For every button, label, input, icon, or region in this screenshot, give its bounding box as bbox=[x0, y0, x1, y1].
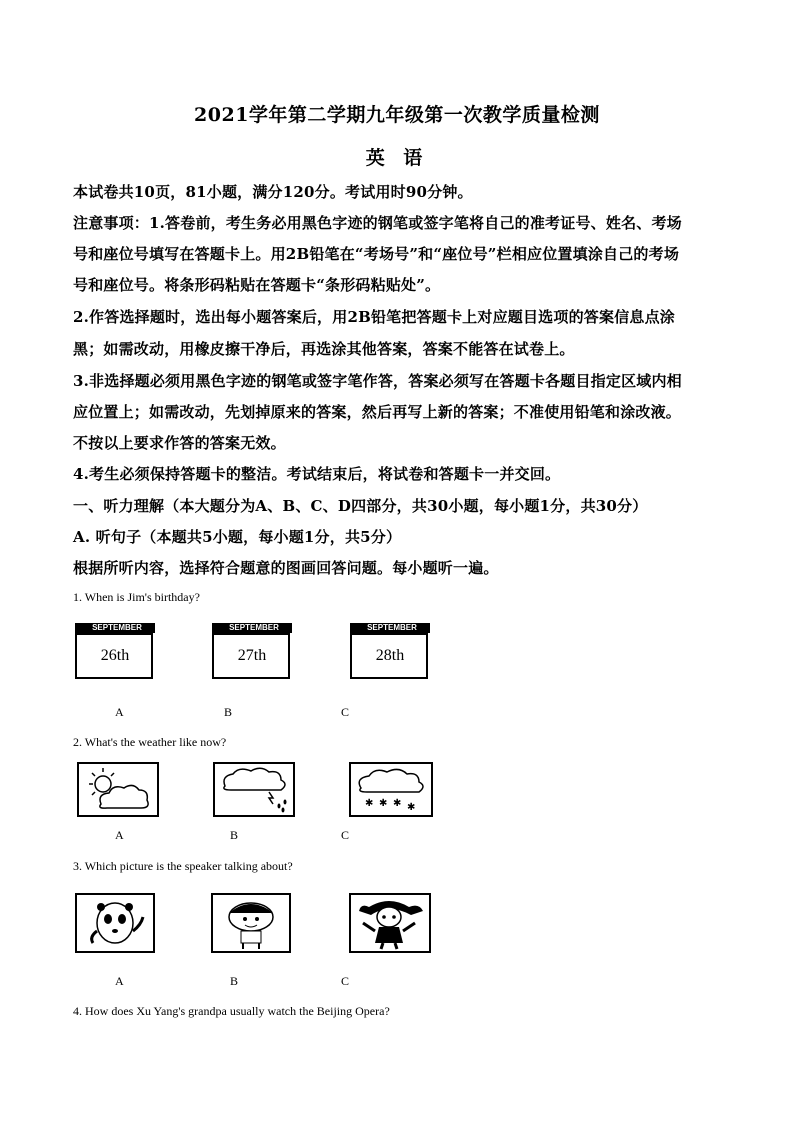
svg-text:✱: ✱ bbox=[365, 798, 374, 809]
calendar-clip-icon bbox=[350, 623, 358, 633]
exam-title: 2021学年第二学期九年级第一次教学质量检测 bbox=[194, 104, 600, 126]
rain-cloud-icon bbox=[213, 762, 295, 817]
calendar-date: 27th bbox=[237, 647, 267, 664]
instruction-line: 注意事项：1.答卷前，考生务必用黑色字迹的钢笔或签字笔将自己的准考证号、姓名、考场 bbox=[73, 214, 682, 232]
instruction-line: 号和座位号。将条形码粘贴在答题卡“条形码粘贴处”。 bbox=[73, 276, 441, 294]
svg-text:✱: ✱ bbox=[393, 798, 402, 809]
option-label-b: B bbox=[230, 828, 239, 842]
instruction-line: 不按以上要求作答的答案无效。 bbox=[73, 434, 286, 452]
calendar-date: 28th bbox=[375, 647, 405, 664]
option-label-c: C bbox=[341, 974, 350, 988]
svg-text:✱: ✱ bbox=[379, 798, 388, 809]
section-heading: 一、听力理解（本大题分为A、B、C、D四部分，共30小题，每小题1分，共30分） bbox=[73, 497, 648, 515]
instruction-line: 黑；如需改动，用橡皮擦干净后，再选涂其他答案，答案不能答在试卷上。 bbox=[73, 340, 575, 358]
option-label-c: C bbox=[341, 705, 350, 719]
panda-mascot-picture bbox=[75, 893, 155, 953]
calendar-clip-icon bbox=[75, 623, 83, 633]
calendar-clip-icon bbox=[212, 623, 220, 633]
snow-cloud-icon bbox=[349, 762, 433, 817]
instruction-line: 号和座位号填写在答题卡上。用2B铅笔在“考场号”和“座位号”栏相应位置填涂自己的考场 bbox=[73, 245, 680, 263]
subject-title: 英 语 bbox=[365, 147, 429, 169]
calendar-month: SEPTEMBER bbox=[216, 623, 292, 633]
instruction-line: 3.非选择题必须用黑色字迹的钢笔或签字笔作答，答案必须写在答题卡各题目指定区域内相 bbox=[73, 372, 682, 390]
option-label-c: C bbox=[341, 828, 350, 842]
calendar-date: 26th bbox=[100, 647, 130, 664]
option-label-b: B bbox=[230, 974, 239, 988]
directions: 根据所听内容，选择符合题意的图画回答问题。每小题听一遍。 bbox=[73, 559, 499, 577]
question-3: 3. Which picture is the speaker talking about? bbox=[73, 859, 293, 873]
girl-mascot-picture bbox=[349, 893, 431, 953]
instruction-line: 应位置上；如需改动，先划掉原来的答案，然后再写上新的答案；不准使用铅笔和涂改液。 bbox=[73, 403, 682, 421]
calendar-month: SEPTEMBER bbox=[79, 623, 155, 633]
calendar-option-a bbox=[75, 623, 155, 681]
option-label-a: A bbox=[115, 705, 124, 719]
question-4: 4. How does Xu Yang's grandpa usually watch the Beijing Opera? bbox=[73, 1004, 390, 1018]
option-label-a: A bbox=[115, 828, 124, 842]
part-a-heading: A. 听句子（本题共5小题，每小题1分，共5分） bbox=[73, 528, 402, 546]
option-label-a: A bbox=[115, 974, 124, 988]
sun-and-cloud-icon bbox=[77, 762, 159, 817]
question-2: 2. What's the weather like now? bbox=[73, 735, 227, 749]
calendar-option-c bbox=[350, 623, 430, 681]
instruction-line: 4.考生必须保持答题卡的整洁。考试结束后，将试卷和答题卡一并交回。 bbox=[73, 465, 561, 483]
instruction-line: 本试卷共10页，81小题，满分120分。考试用时90分钟。 bbox=[73, 183, 473, 201]
question-1: 1. When is Jim's birthday? bbox=[73, 590, 200, 604]
calendar-month: SEPTEMBER bbox=[354, 623, 430, 633]
round-mascot-picture bbox=[211, 893, 291, 953]
calendar-option-b bbox=[212, 623, 292, 681]
option-label-b: B bbox=[224, 705, 233, 719]
instruction-line: 2.作答选择题时，选出每小题答案后，用2B铅笔把答题卡上对应题目选项的答案信息点涂 bbox=[73, 308, 675, 326]
svg-text:✱: ✱ bbox=[407, 802, 416, 813]
